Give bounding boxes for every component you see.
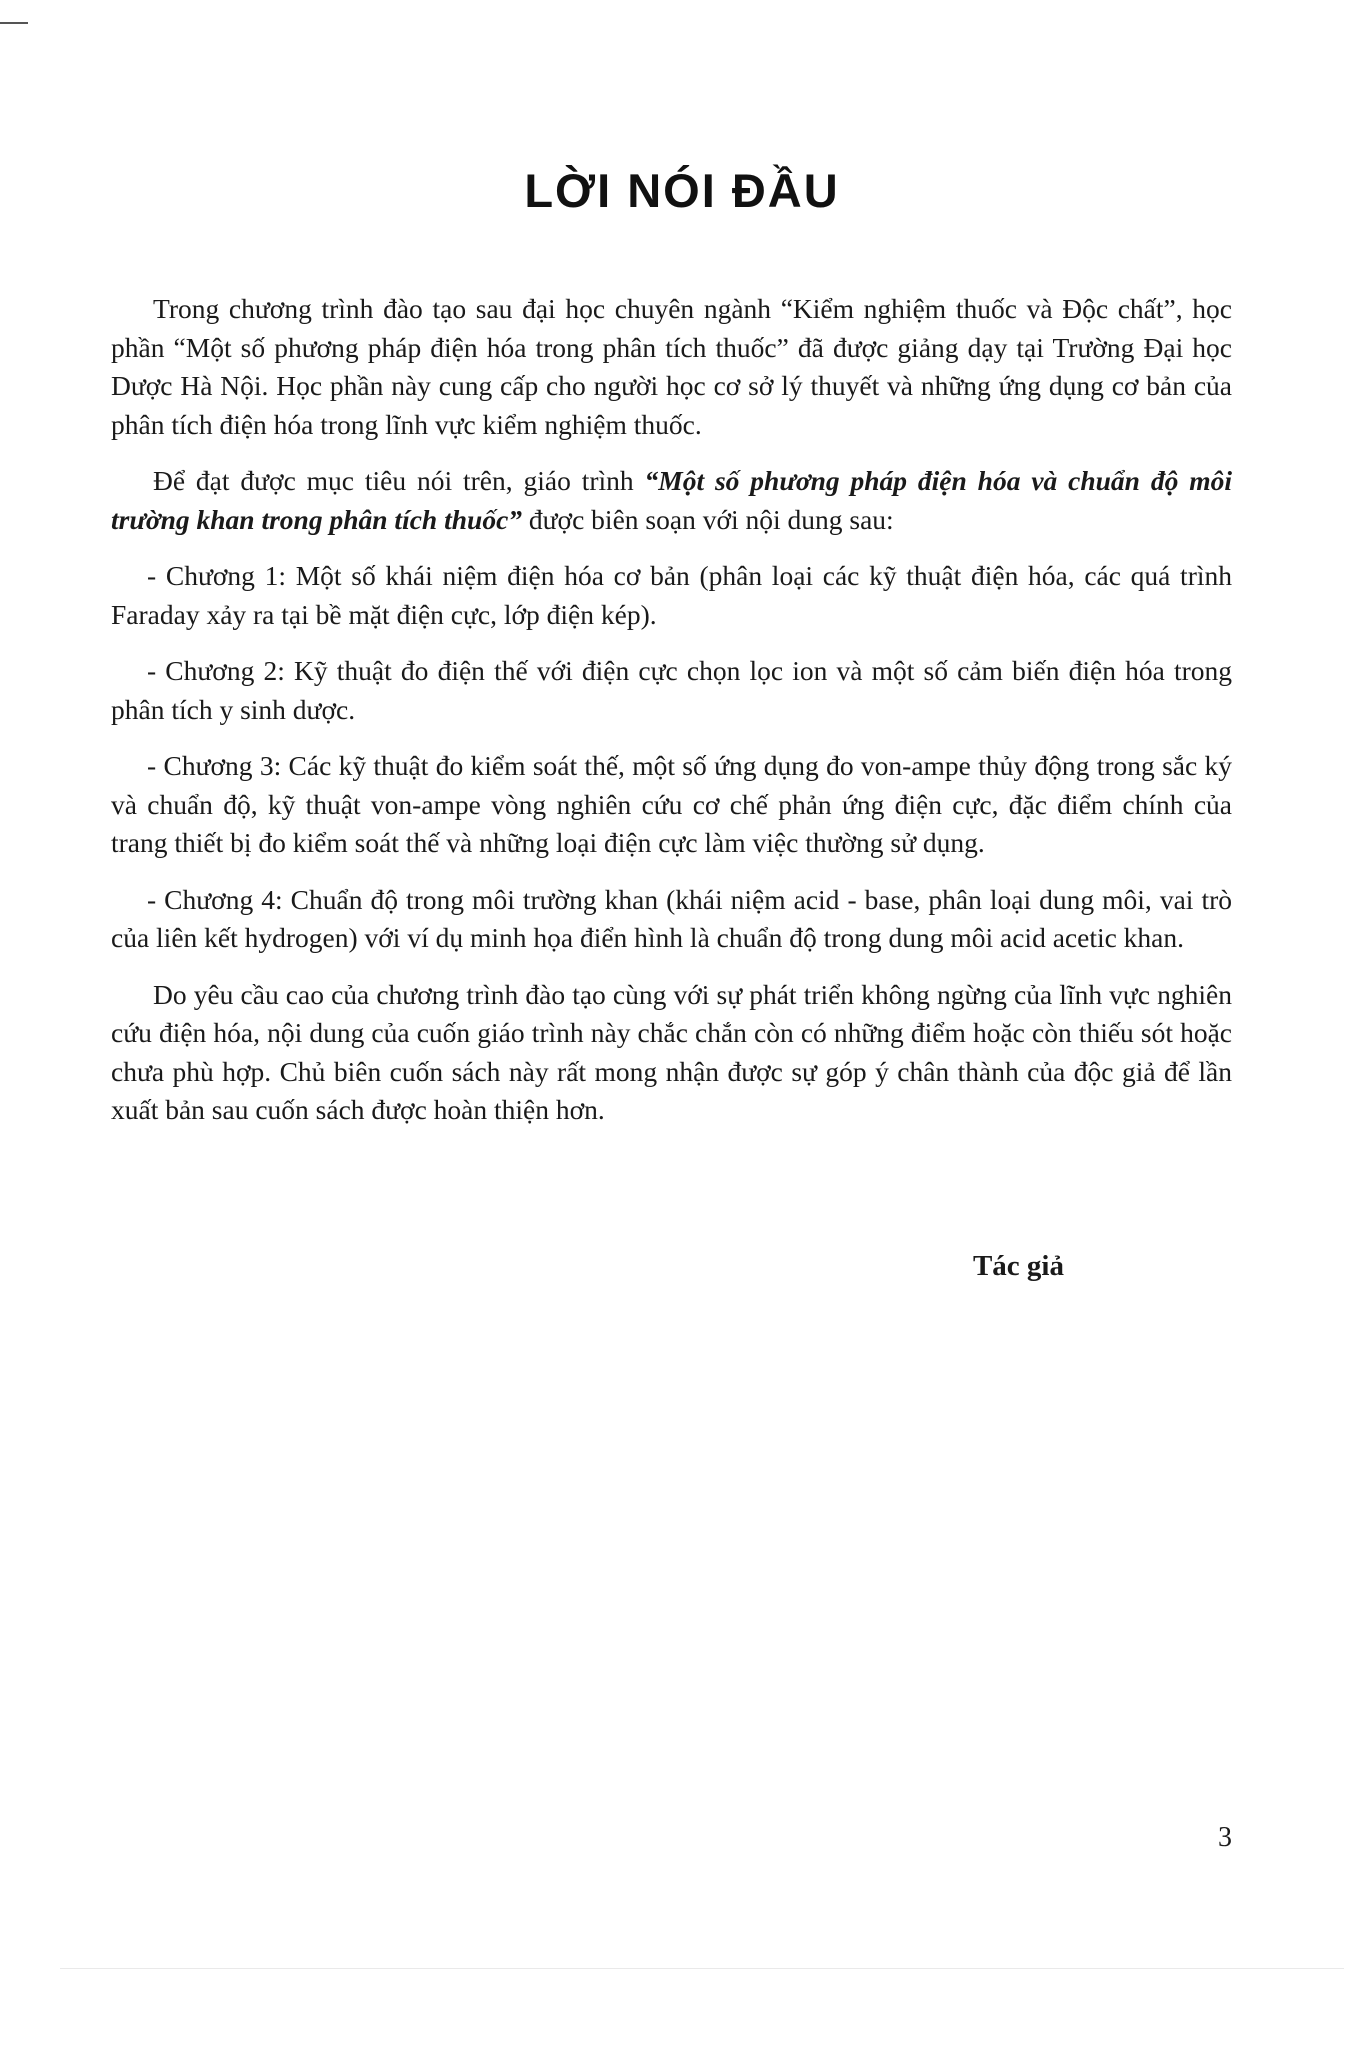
chapter-3-summary: - Chương 3: Các kỹ thuật đo kiểm soát thế, một số ứng dụng đo von-ampe thủy động trong sắc ký và chuẩn độ, kỹ thuật von-ampe vòng nghiên cứu cơ chế phản ứng điện cực, đặc điểm chính của trang thiết bị đo kiểm soát thế và những loại điện cực làm việc thường sử dụng.	[111, 750, 1232, 858]
objective-tail-text: được biên soạn với nội dung sau:	[522, 503, 894, 535]
page-number: 3	[1218, 1822, 1232, 1853]
scan-bottom-edge	[60, 1968, 1344, 1969]
author-signature: Tác giả	[972, 1250, 1064, 1282]
chapter-4-summary: - Chương 4: Chuẩn độ trong môi trường khan (khái niệm acid - base, phân loại dung môi, vai trò của liên kết hydrogen) với ví dụ minh họa điển hình là chuẩn độ trong dung môi acid acetic khan.	[111, 883, 1232, 953]
paragraph-objective	[111, 462, 1232, 539]
preface-body	[111, 290, 1232, 1148]
page-title: LỜI NÓI ĐẦU	[524, 164, 840, 217]
book-title: “Một số phương pháp điện hóa và chuẩn độ môi trường khan trong phân tích thuốc”	[111, 465, 1232, 535]
paragraph-closing: Do yêu cầu cao của chương trình đào tạo cùng với sự phát triển không ngừng của lĩnh vực nghiên cứu điện hóa, nội dung của cuốn giáo trình này chắc chắn còn có những điểm hoặc còn thiếu sót hoặc chưa phù hợp. Chủ biên cuốn sách này rất mong nhận được sự góp ý chân thành của độc giả để lần xuất bản sau cuốn sách được hoàn thiện hơn.	[111, 978, 1232, 1125]
chapter-1-summary: - Chương 1: Một số khái niệm điện hóa cơ bản (phân loại các kỹ thuật điện hóa, các quá trình Faraday xảy ra tại bề mặt điện cực, lớp điện kép).	[111, 560, 1232, 630]
objective-lead-text: Để đạt được mục tiêu nói trên, giáo trình	[153, 465, 645, 496]
paragraph-intro: Trong chương trình đào tạo sau đại học chuyên ngành “Kiểm nghiệm thuốc và Độc chất”, học phần “Một số phương pháp điện hóa trong phân tích thuốc” đã được giảng dạy tại Trường Đại học Dược Hà Nội. Học phần này cung cấp cho người học cơ sở lý thuyết và những ứng dụng cơ bản của phân tích điện hóa trong lĩnh vực kiểm nghiệm thuốc.	[111, 293, 1232, 440]
chapter-2-summary: - Chương 2: Kỹ thuật đo điện thế với điện cực chọn lọc ion và một số cảm biến điện hóa trong phân tích y sinh dược.	[111, 655, 1232, 725]
scan-corner-mark	[0, 22, 28, 24]
